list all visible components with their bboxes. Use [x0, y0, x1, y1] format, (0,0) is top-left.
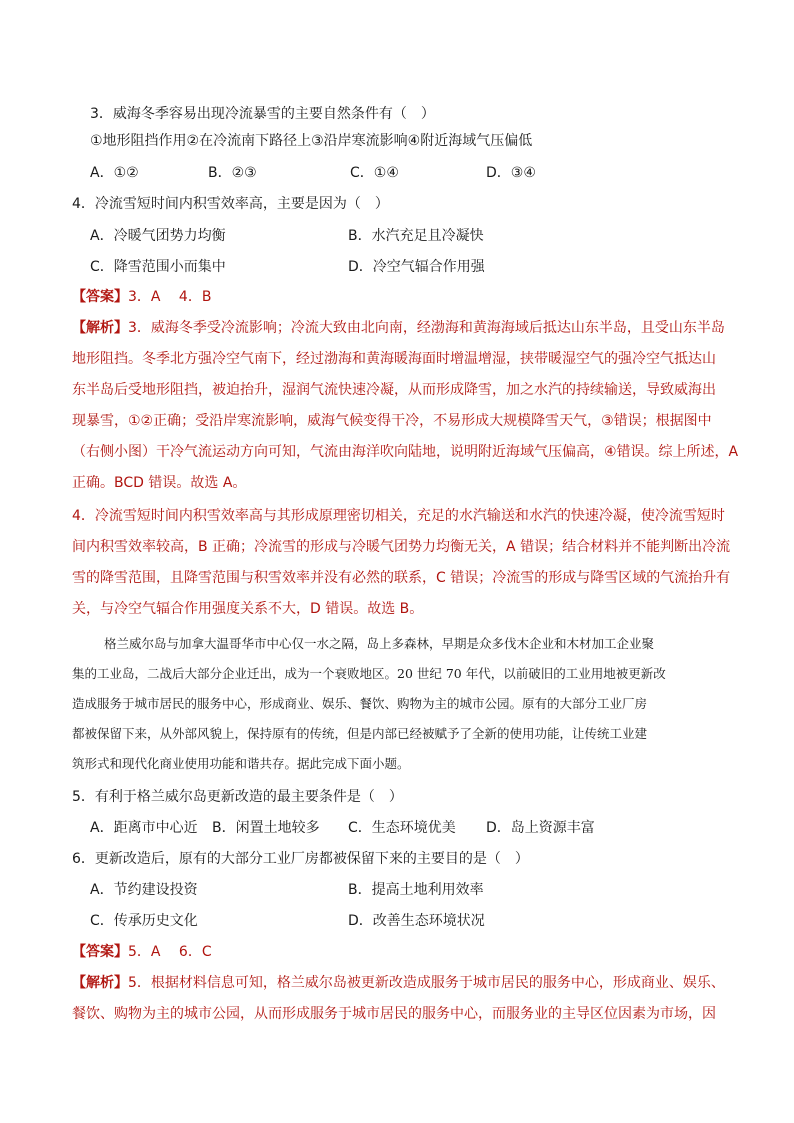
- analysis-3-line-5: （右侧小图）干冷气流运动方向可知，气流由海洋吹向陆地，说明附近海域气压偏高，④错误。综上所述，A: [72, 444, 739, 460]
- question-3-option-a: A．①②: [90, 165, 139, 181]
- question-5-option-a: A．距离市中心近: [90, 820, 198, 836]
- analysis-3-line-6: 正确。BCD 错误。故选 A。: [72, 475, 247, 491]
- analysis-5-line-1: 【解析】5．根据材料信息可知，格兰威尔岛被更新改造成服务于城市居民的服务中心，形成商业、娱乐、: [72, 975, 725, 991]
- analysis-4-line-4: 关，与冷空气辐合作用强度关系不大，D 错误。故选 B。: [72, 601, 424, 617]
- analysis-3-line-4: 现暴雪，①②正确；受沿岸寒流影响，威海气候变得干冷，不易形成大规模降雪天气，③错误；根据图中: [72, 413, 712, 429]
- question-5-stem: 5．有利于格兰威尔岛更新改造的最主要条件是（ ）: [72, 789, 403, 805]
- material-line-5: 筑形式和现代化商业使用功能和谐共存。据此完成下面小题。: [72, 756, 410, 771]
- question-4-stem: 4．冷流雪短时间内积雪效率高，主要是因为（ ）: [72, 196, 389, 212]
- question-4-option-a: A．冷暖气团势力均衡: [90, 228, 226, 244]
- analysis-3-line-1: 【解析】3．威海冬季受冷流影响；冷流大致由北向南，经渤海和黄海海域后抵达山东半岛，且受山东半岛: [72, 320, 725, 336]
- question-6-option-b: B．提高土地利用效率: [348, 882, 484, 898]
- answer-block-2: [72, 942, 212, 962]
- question-6-option-a: A．节约建设投资: [90, 882, 198, 898]
- analysis-4-line-3: 雪的降雪范围，且降雪范围与积雪效率并没有必然的联系，C 错误；冷流雪的形成与降雪区域的气流抬升有: [72, 570, 731, 586]
- material-line-2: 集的工业岛，二战后大部分企业迁出，成为一个衰败地区。20 世纪 70 年代，以前破旧的工业用地被更新改: [72, 666, 666, 681]
- analysis-4-line-2: 间内积雪效率较高，B 正确；冷流雪的形成与冷暖气团势力均衡无关，A 错误；结合材料并不能判断出冷流: [72, 539, 731, 555]
- answer-text: 5．A 6．C: [128, 944, 212, 960]
- answer-tag: 【答案】: [72, 944, 128, 960]
- answer-text: 3．A 4．B: [128, 289, 212, 305]
- analysis-tag: 【解析】: [72, 975, 128, 991]
- question-5-option-b: B．闲置土地较多: [212, 820, 320, 836]
- question-3-option-d: D．③④: [486, 165, 536, 181]
- question-4-option-c: C．降雪范围小而集中: [90, 259, 226, 275]
- question-6-option-d: D．改善生态环境状况: [348, 913, 485, 929]
- analysis-tag: 【解析】: [72, 320, 128, 336]
- question-3-option-b: B．②③: [208, 165, 257, 181]
- material-line-4: 都被保留下来，从外部风貌上，保持原有的传统，但是内部已经被赋予了全新的使用功能，让传统工业建: [72, 726, 648, 741]
- question-6-stem: 6．更新改造后，原有的大部分工业厂房都被保留下来的主要目的是（ ）: [72, 851, 529, 867]
- question-4-option-d: D．冷空气辐合作用强: [348, 259, 485, 275]
- material-line-1: 格兰威尔岛与加拿大温哥华市中心仅一水之隔，岛上多森林，早期是众多伐木企业和木材加工企业聚: [104, 636, 655, 651]
- analysis-4-line-1: 4．冷流雪短时间内积雪效率高与其形成原理密切相关，充足的水汽输送和水汽的快速冷凝，使冷流雪短时: [72, 508, 725, 524]
- question-5-option-c: C．生态环境优美: [348, 820, 456, 836]
- analysis-3-line-2: 地形阻挡。冬季北方强冷空气南下，经过渤海和黄海暖海面时增温增湿，挟带暖湿空气的强冷空气抵达山: [72, 351, 716, 367]
- question-3-items: ①地形阻挡作用②在冷流南下路径上③沿岸寒流影响④附近海域气压偏低: [90, 133, 533, 149]
- answer-tag: 【答案】: [72, 289, 128, 305]
- analysis-3-line-3: 东半岛后受地形阻挡，被迫抬升，湿润气流快速冷凝，从而形成降雪，加之水汽的持续输送，导致威海出: [72, 382, 716, 398]
- question-4-option-b: B．水汽充足且冷凝快: [348, 228, 484, 244]
- question-5-option-d: D．岛上资源丰富: [486, 820, 595, 836]
- answer-block-1: [72, 287, 211, 307]
- analysis-5-line-2: 餐饮、购物为主的城市公园，从而形成服务于城市居民的服务中心，而服务业的主导区位因素为市场，因: [72, 1006, 716, 1022]
- material-line-3: 造成服务于城市居民的服务中心，形成商业、娱乐、餐饮、购物为主的城市公园。原有的大部分工业厂房: [72, 696, 648, 711]
- question-3-stem: 3．威海冬季容易出现冷流暴雪的主要自然条件有（ ）: [90, 106, 435, 122]
- question-3-option-c: C．①④: [350, 165, 399, 181]
- question-6-option-c: C．传承历史文化: [90, 913, 198, 929]
